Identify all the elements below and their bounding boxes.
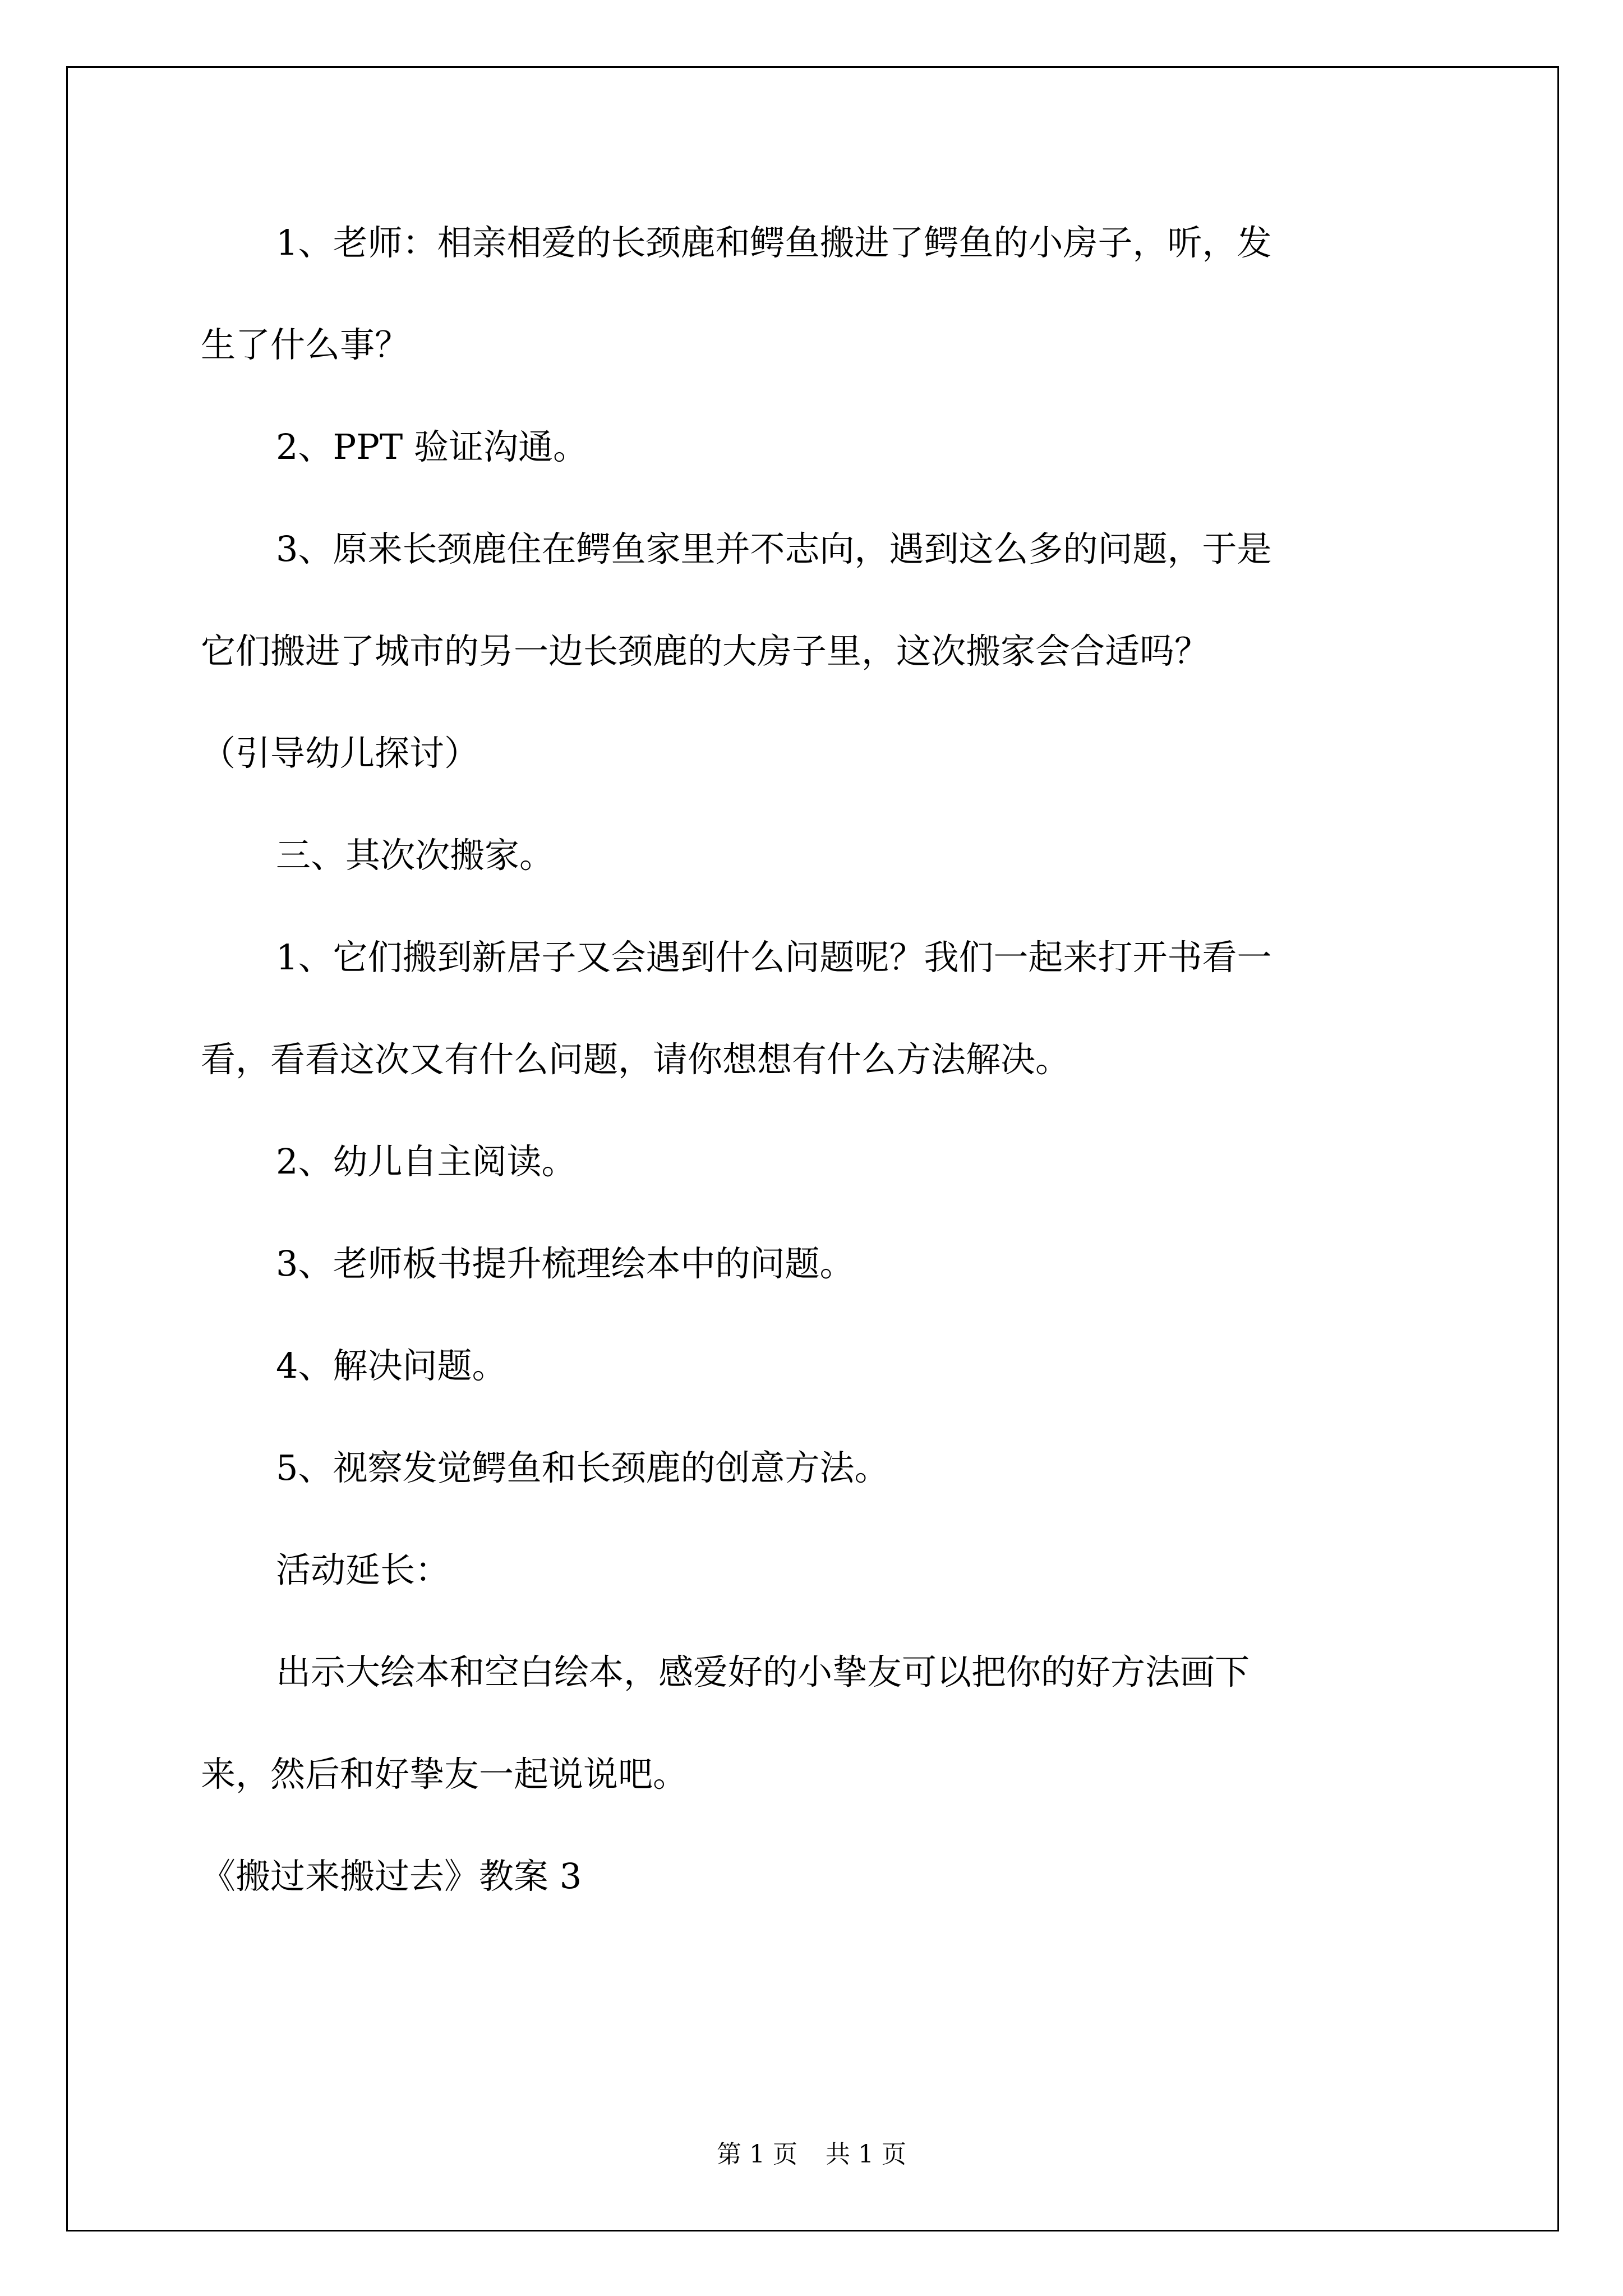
section-title: 《搬过来搬过去》教案 3 [201, 1856, 582, 1897]
paragraph-7: 3、老师板书提升梳理绘本中的问题。 [276, 1243, 855, 1284]
paragraph-8: 4、解决问题。 [276, 1345, 507, 1386]
paragraph-1-line-1: 1、老师：相亲相爱的长颈鹿和鳄鱼搬进了鳄鱼的小房子，听，发 [276, 222, 1272, 263]
paragraph-3-line-3: （引导幼儿探讨） [201, 733, 479, 774]
paragraph-3-line-2: 它们搬进了城市的另一边长颈鹿的大房子里，这次搬家会合适吗？ [201, 631, 1210, 671]
paragraph-1-line-2: 生了什么事？ [201, 324, 410, 365]
page-footer [0, 2141, 1623, 2169]
page-number: 第 1 页 [717, 2140, 797, 2169]
page-total: 共 1 页 [826, 2140, 906, 2169]
paragraph-5-line-1: 1、它们搬到新居子又会遇到什么问题呢？我们一起来打开书看一 [276, 937, 1272, 978]
document-body [201, 223, 1435, 1896]
paragraph-2: 2、PPT 验证沟通。 [276, 426, 588, 467]
paragraph-11-line-1: 出示大绘本和空白绘本，感爱好的小挚友可以把你的好方法画下 [276, 1651, 1250, 1692]
paragraph-11-line-2: 来，然后和好挚友一起说说吧。 [201, 1754, 688, 1795]
paragraph-4: 三、其次次搬家。 [276, 835, 555, 876]
paragraph-6: 2、幼儿自主阅读。 [276, 1141, 577, 1182]
paragraph-10: 活动延长： [276, 1549, 450, 1590]
paragraph-5-line-2: 看，看看这次又有什么问题，请你想想有什么方法解决。 [201, 1039, 1071, 1080]
paragraph-3-line-1: 3、原来长颈鹿住在鳄鱼家里并不志向，遇到这么多的问题，于是 [276, 528, 1272, 569]
paragraph-9: 5、视察发觉鳄鱼和长颈鹿的创意方法。 [276, 1447, 889, 1488]
